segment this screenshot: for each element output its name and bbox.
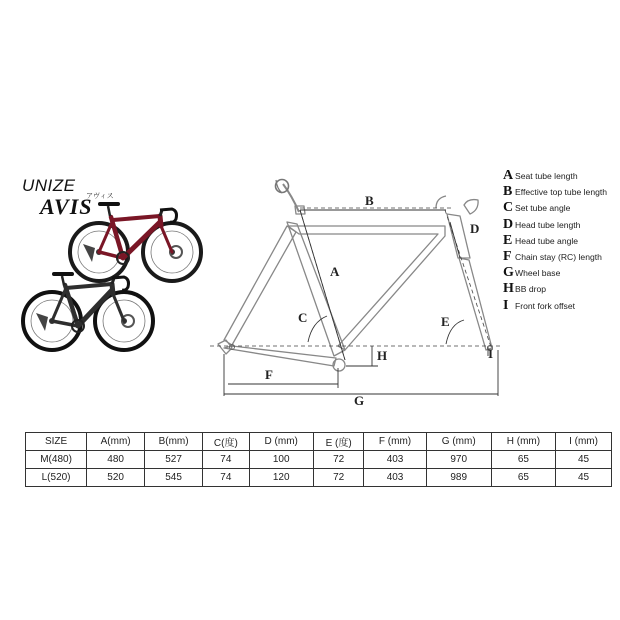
legend-letter: B [503, 184, 513, 200]
table-cell: 72 [313, 469, 364, 487]
diagram-label-e: E [441, 314, 450, 329]
legend-letter: G [503, 265, 514, 281]
legend-item [503, 200, 607, 216]
table-cell: L(520) [26, 469, 87, 487]
table-cell: 527 [145, 451, 203, 469]
table-header: C(度) [203, 433, 250, 451]
table-cell: 45 [556, 451, 612, 469]
table-header: H (mm) [491, 433, 555, 451]
diagram-label-d: D [470, 221, 480, 236]
table-row [26, 469, 612, 487]
table-cell: 480 [87, 451, 145, 469]
legend-item [503, 298, 607, 314]
table-cell: M(480) [26, 451, 87, 469]
red-bike-image [70, 204, 201, 281]
table-cell: 45 [556, 469, 612, 487]
legend-label: BB drop [515, 284, 547, 295]
diagram-label-i: I [488, 346, 494, 361]
legend-label: Front fork offset [515, 300, 576, 311]
legend-item [503, 233, 607, 249]
legend-letter: I [503, 297, 509, 313]
table-header: I (mm) [556, 433, 612, 451]
table-cell: 100 [249, 451, 313, 469]
table-cell: 520 [87, 469, 145, 487]
legend-item [503, 168, 607, 184]
diagram-label-g: G [354, 393, 365, 408]
table-row [26, 451, 612, 469]
table-cell: 65 [491, 451, 555, 469]
diagram-label-h: H [377, 348, 388, 363]
table-header-row [26, 433, 612, 451]
legend-item [503, 281, 607, 297]
model-name-kana: アヴィス [86, 192, 114, 200]
table-header: SIZE [26, 433, 87, 451]
legend-label: Seat tube length [515, 171, 578, 182]
legend-item [503, 249, 607, 265]
legend-letter: F [503, 249, 512, 265]
legend-letter: C [503, 200, 514, 216]
table-cell: 989 [426, 469, 491, 487]
diagram-label-c: C [298, 310, 308, 325]
table-header: G (mm) [426, 433, 491, 451]
diagram-label-b: B [365, 193, 374, 208]
legend-label: Effective top tube length [515, 187, 608, 198]
table-header: F (mm) [364, 433, 426, 451]
table-cell: 403 [364, 451, 426, 469]
table-cell: 65 [491, 469, 555, 487]
table-header: E (度) [313, 433, 364, 451]
table-cell: 403 [364, 469, 426, 487]
table-cell: 545 [145, 469, 203, 487]
geometry-legend [503, 168, 607, 314]
frame-outline [218, 184, 492, 371]
legend-letter: E [503, 232, 513, 248]
legend-item [503, 265, 607, 281]
legend-item [503, 217, 607, 233]
legend-item [503, 184, 607, 200]
geometry-table [25, 432, 612, 487]
table-cell: 72 [313, 451, 364, 469]
table-header: B(mm) [145, 433, 203, 451]
legend-label: Chain stay (RC) length [515, 252, 602, 263]
legend-letter: H [503, 281, 514, 297]
legend-label: Head tube angle [515, 235, 579, 246]
legend-label: Set tube angle [515, 203, 571, 214]
black-bike-image [23, 274, 153, 350]
diagram-label-a: A [330, 264, 340, 279]
diagram-label-f: F [265, 367, 273, 382]
table-cell: 970 [426, 451, 491, 469]
brand-name: UNIZE [22, 176, 76, 195]
table-cell: 120 [249, 469, 313, 487]
legend-letter: A [503, 168, 514, 184]
table-cell: 74 [203, 469, 250, 487]
dashed-centerlines [210, 208, 500, 360]
legend-letter: D [503, 216, 514, 232]
table-header: A(mm) [87, 433, 145, 451]
legend-label: Wheel base [515, 268, 561, 279]
model-name: AVIS [40, 194, 93, 219]
legend-label: Head tube length [515, 219, 581, 230]
table-header: D (mm) [249, 433, 313, 451]
table-cell: 74 [203, 451, 250, 469]
